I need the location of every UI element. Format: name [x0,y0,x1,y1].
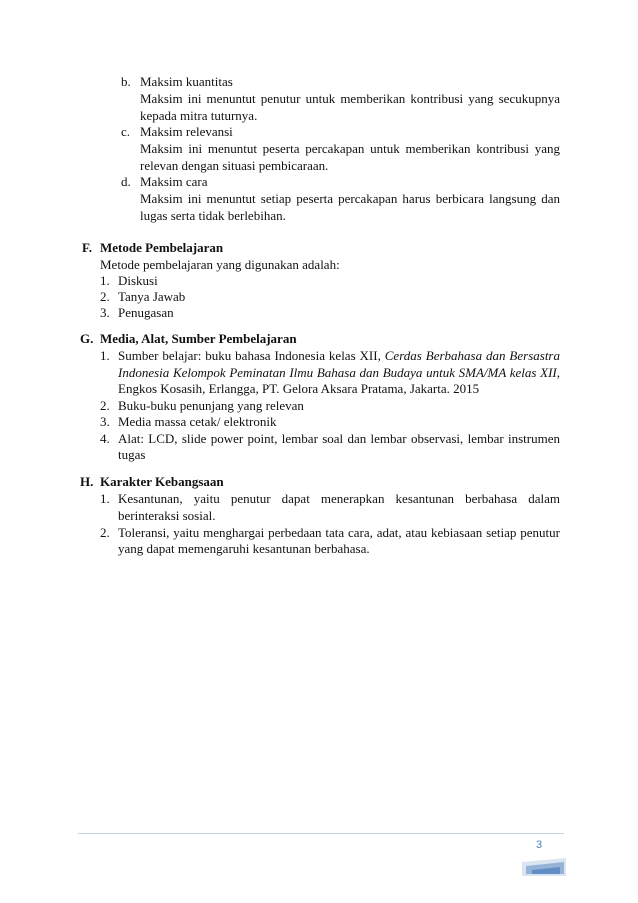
list-item-continued: yang dapat memengaruhi kesantunan berbahasa. [118,541,370,556]
list-item: Alat: LCD, slide power point, lembar soal dan lembar observasi, lembar instrumen [118,431,560,446]
list-item [118,348,560,364]
list-item: Diskusi [118,273,158,288]
list-item-continued: tugas [118,447,146,462]
book-title: Cerdas Berbahasa dan Bersastra [384,348,560,363]
section-f-heading: Metode Pembelajaran [100,240,224,255]
maksim-description: Maksim ini menuntut setiap peserta percakapan harus berbicara langsung dan [140,191,560,206]
maksim-description: lugas serta tidak berlebihan. [140,208,286,223]
book-title-continued: Indonesia Kelompok Peminatan Ilmu Bahasa dan Budaya untuk SMA/MA kelas XII, [118,365,560,380]
footer-divider [78,833,564,834]
page-number: 3 [536,839,543,851]
maksim-description: Maksim ini menuntut peserta percakapan untuk memberikan kontribusi yang [140,141,560,156]
list-number: 1. [100,491,110,506]
maksim-title: Maksim relevansi [140,124,233,139]
maksim-title: Maksim kuantitas [140,74,233,89]
list-item: Media massa cetak/ elektronik [118,414,277,429]
section-f-letter: F. [82,240,92,255]
list-marker-d: d. [121,174,131,189]
list-item: Buku-buku penunjang yang relevan [118,398,304,413]
list-item: Penugasan [118,305,174,320]
section-h-heading: Karakter Kebangsaan [100,474,224,489]
list-marker-c: c. [121,124,131,139]
section-g-heading: Media, Alat, Sumber Pembelajaran [100,331,297,346]
list-number: 3. [100,305,110,320]
list-number: 2. [100,525,110,540]
list-number: 1. [100,273,110,288]
maksim-description: kepada mitra tuturnya. [140,108,258,123]
list-number: 3. [100,414,110,429]
section-g-letter: G. [80,331,94,346]
maksim-description: relevan dengan situasi pembicaraan. [140,158,329,173]
corner-decoration-icon [520,856,568,878]
list-item: Toleransi, yaitu menghargai perbedaan tata cara, adat, atau kebiasaan setiap penutur [118,525,560,540]
publisher-text: Engkos Kosasih, Erlangga, PT. Gelora Aksara Pratama, Jakarta. 2015 [118,381,480,396]
list-number: 2. [100,289,110,304]
maksim-description: Maksim ini menuntut penutur untuk memberikan kontribusi yang secukupnya [140,91,560,106]
maksim-title: Maksim cara [140,174,208,189]
section-f-intro: Metode pembelajaran yang digunakan adalah: [100,257,340,272]
source-text: Sumber belajar: buku bahasa Indonesia kelas XII, [118,348,385,363]
list-item: Kesantunan, yaitu penutur dapat menerapkan kesantunan berbahasa dalam [118,491,560,506]
section-h-letter: H. [80,474,94,489]
list-number: 2. [100,398,110,413]
list-item: Tanya Jawab [118,289,186,304]
list-number: 4. [100,431,110,446]
list-item-continued: berinteraksi sosial. [118,508,216,523]
list-number: 1. [100,348,110,363]
list-marker-b: b. [121,74,131,89]
